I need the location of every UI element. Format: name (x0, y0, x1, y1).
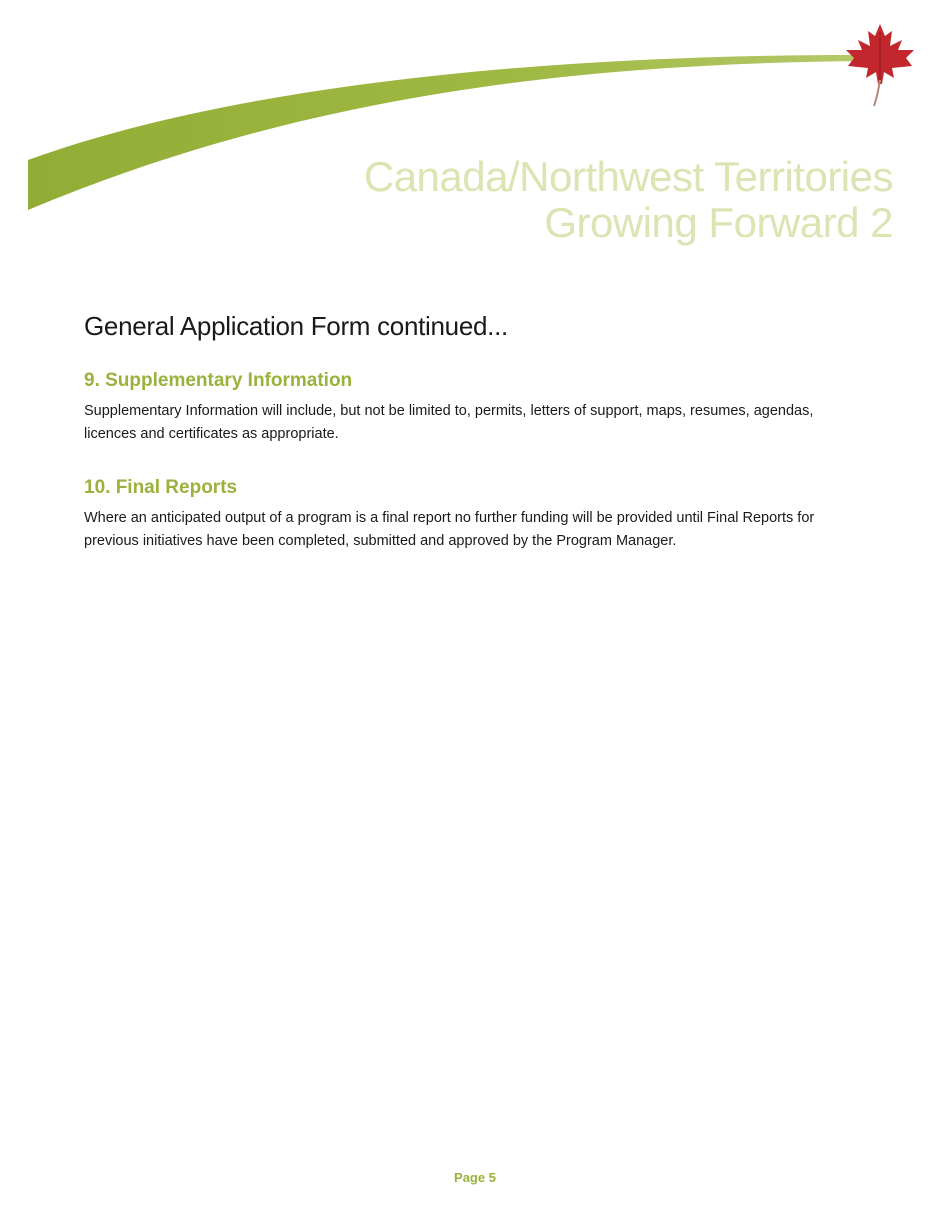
section-body: Where an anticipated output of a program is a final report no further funding will be provided until Final Reports for previous initiatives have been completed, submitted and approved by the Program Manager. (84, 510, 815, 549)
header-title-line2: Growing Forward 2 (544, 199, 893, 246)
page-title: General Application Form continued... (84, 311, 508, 341)
section-heading: 10. Final Reports (84, 477, 238, 498)
document-content (84, 308, 864, 582)
section-final-reports (84, 475, 864, 553)
section-heading: 9. Supplementary Information (84, 370, 353, 391)
section-supplementary-information (84, 368, 864, 446)
maple-leaf-icon (846, 24, 914, 106)
header-title (364, 154, 893, 246)
header-title-line1: Canada/Northwest Territories (363, 153, 893, 200)
section-body: Supplementary Information will include, but not be limited to, permits, letters of support, maps, resumes, agendas, licences and certificates as appropriate. (84, 403, 814, 442)
page-number: Page 5 (454, 1170, 496, 1185)
